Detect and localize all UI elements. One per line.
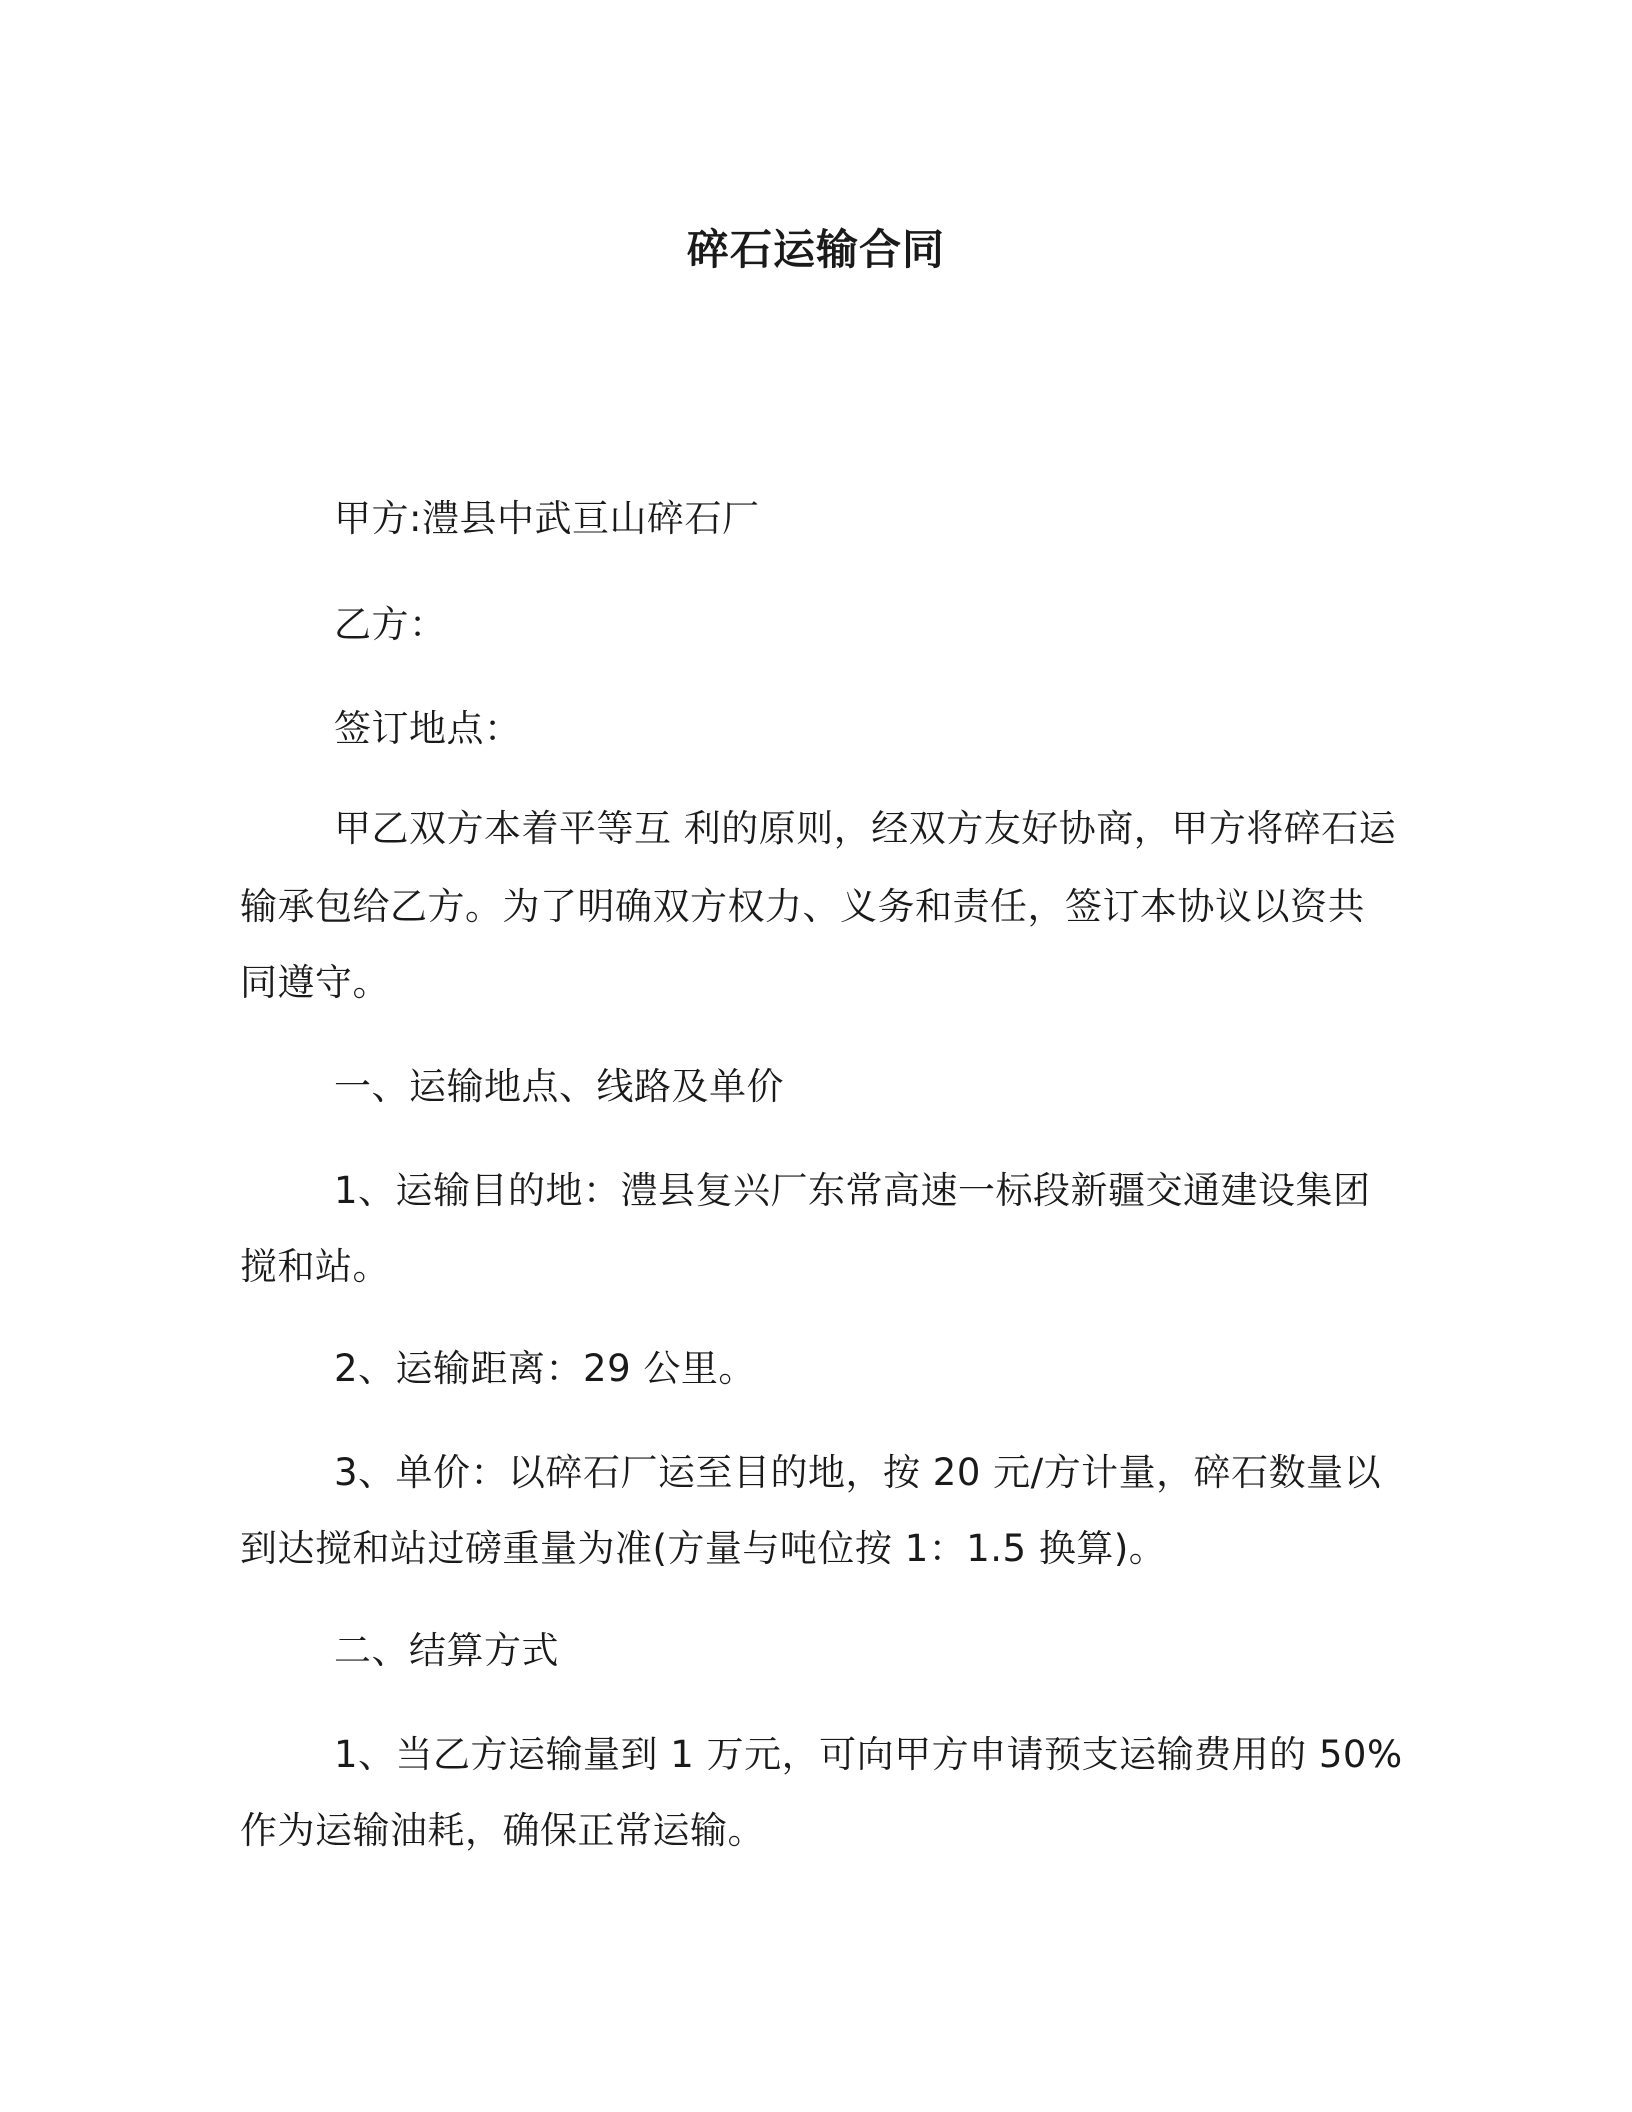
intro-paragraph-line: 同遵守。 bbox=[240, 961, 390, 1004]
settlement-item-line: 1、当乙方运输量到 1 万元，可向甲方申请预支运输费用的 50% bbox=[334, 1733, 1403, 1776]
section-1-heading: 一、运输地点、线路及单价 bbox=[334, 1065, 784, 1108]
unit-price-item-line: 3、单价：以碎石厂运至目的地，按 20 元/方计量，碎石数量以 bbox=[334, 1451, 1382, 1494]
distance-item-line: 2、运输距离：29 公里。 bbox=[334, 1347, 756, 1390]
intro-paragraph-line: 甲乙双方本着平等互 利的原则，经双方友好协商，甲方将碎石运 bbox=[334, 807, 1397, 850]
destination-item-line: 搅和站。 bbox=[240, 1245, 390, 1288]
unit-price-item-line: 到达搅和站过磅重量为准(方量与吨位按 1：1.5 换算)。 bbox=[240, 1527, 1167, 1570]
document-title: 碎石运输合同 bbox=[686, 225, 945, 274]
intro-paragraph-line: 输承包给乙方。为了明确双方权力、义务和责任，签订本协议以资共 bbox=[240, 885, 1365, 928]
settlement-item-line: 作为运输油耗，确保正常运输。 bbox=[240, 1809, 765, 1852]
section-2-heading: 二、结算方式 bbox=[334, 1629, 559, 1672]
party-a-line: 甲方:澧县中武亘山碎石厂 bbox=[334, 497, 760, 540]
party-b-line: 乙方： bbox=[334, 603, 447, 646]
destination-item-line: 1、运输目的地：澧县复兴厂东常高速一标段新疆交通建设集团 bbox=[334, 1169, 1371, 1212]
signing-place-line: 签订地点： bbox=[334, 707, 522, 750]
